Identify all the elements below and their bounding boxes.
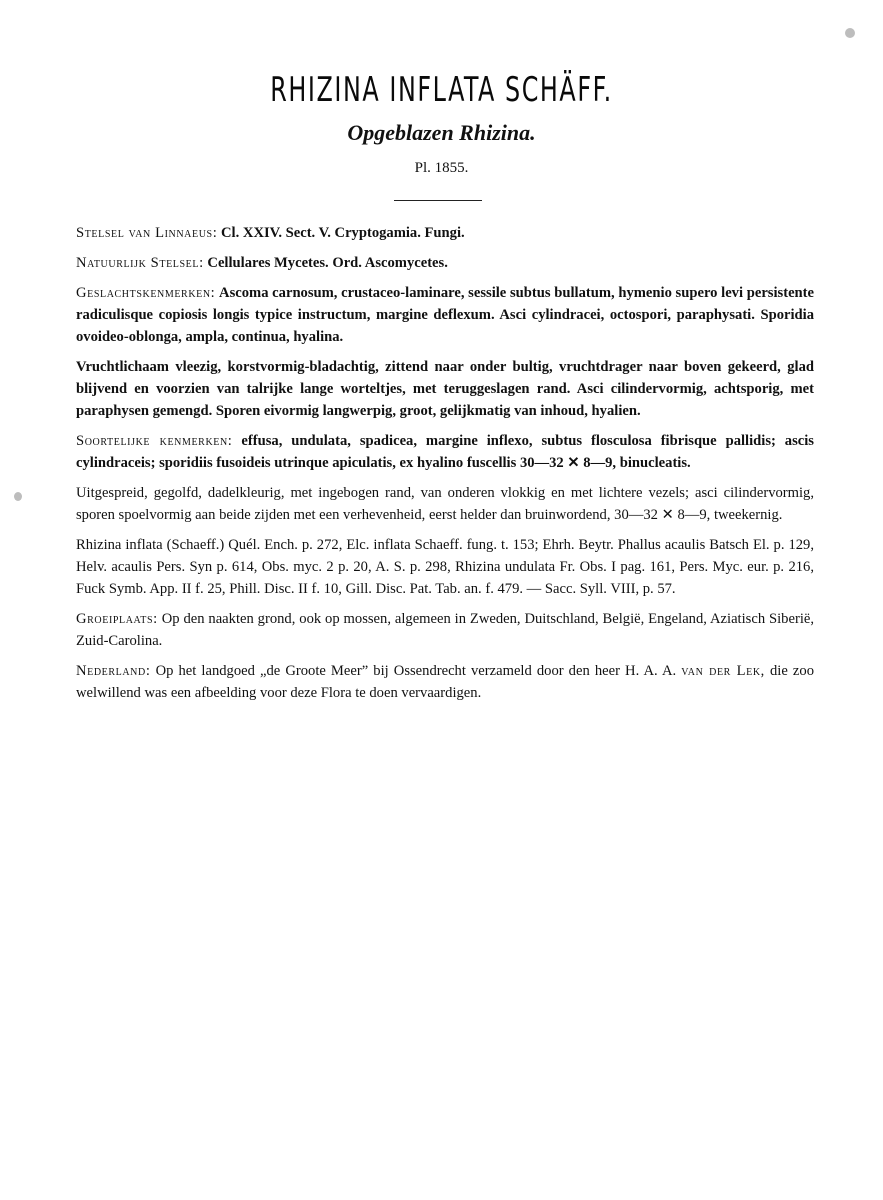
section-text: Ascoma carnosum, crustaceo-laminare, sessile subtus bullatum, hymenio supero levi persistente radiculisque copiosis longis typice instructum, margine deflexum. Asci cylindracei, octospori, paraphysati. Sporidia ovoideo-oblonga, ampla, continua, hyalina.: [76, 285, 815, 345]
section-label: Groeiplaats:: [76, 611, 158, 627]
section-text: effusa, undulata, spadicea, margine inflexo, subtus flosculosa fibrisque pallidis; ascis cylindraceis; sporidiis fusoideis utrinque apiculatis, ex hyalino fuscellis 30—32 ✕ 8—9, binucleatis.: [76, 433, 814, 471]
section-text: Op het landgoed „de Groote Meer” bij Ossendrecht verzameld door den heer H. A. A.: [155, 663, 677, 679]
section-text: Cellulares Mycetes. Ord. Ascomycetes.: [207, 255, 448, 271]
scan-speck: [845, 28, 855, 38]
genus-dutch-paragraph: Vruchtlichaam vleezig, korstvormig-bladachtig, zittend naar onder bultig, vruchtdrager naar boven gekeerd, glad blijvend en voorzien van talrijke lange worteltjes, met teruggeslagen rand. Asci cilindervormig, achtsporig, met paraphysen gemengd. Sporen eivormig langwerpig, groot, gelijkmatig van inhoud, hyalien.: [76, 359, 814, 419]
linnaeus-system-paragraph: [76, 222, 814, 244]
section-label: Stelsel van Linnaeus:: [76, 225, 218, 241]
section-label: Geslachtskenmerken:: [76, 285, 216, 301]
genus-characteristics-paragraph: [76, 282, 814, 348]
species-dutch-paragraph: Uitgespreid, gegolfd, dadelkleurig, met ingebogen rand, van onderen vlokkig en met lichtere vezels; asci cilindervormig, sporen spoelvormig aan beide zijden met een verhevenheid, eerst helder dan bruinwordend, 30—32 ✕ 8—9, tweekernig.: [76, 485, 814, 523]
synonymy-paragraph: Rhizina inflata (Schaeff.) Quél. Ench. p. 272, Elc. inflata Schaeff. fung. t. 153; Ehrh. Beytr. Phallus acaulis Batsch El. p. 129, Helv. acaulis Pers. Syn p. 614, Obs. myc. 2 p. 20, A. S. p. 298, Rhizina undulata Fr. Obs. I pag. 161, Pers. Myc. eur. p. 216, Fuck Symb. App. II f. 25, Phill. Disc. II f. 10, Gill. Disc. Pat. Tab. an. f. 479. — Sacc. Syll. VIII, p. 57.: [76, 537, 814, 597]
natural-system-paragraph: [76, 252, 814, 274]
divider-rule: [394, 200, 482, 201]
collector-name: van der Lek,: [681, 663, 765, 679]
page-title: RHIZINA INFLATA SCHÄFF.: [270, 70, 613, 110]
dutch-name-subtitle: Opgeblazen Rhizina.: [347, 120, 536, 145]
section-label: Natuurlijk Stelsel:: [76, 255, 204, 271]
plate-number: Pl. 1855.: [414, 160, 469, 176]
section-text-end: die zoo welwillend was een afbeelding voor deze Flora te doen vervaardigen.: [76, 663, 814, 701]
section-text: Cl. XXIV. Sect. V. Cryptogamia. Fungi.: [221, 225, 465, 241]
species-characteristics-paragraph: [76, 430, 814, 474]
section-label: Nederland:: [76, 663, 151, 679]
scan-speck: [14, 492, 22, 501]
netherlands-paragraph: [76, 660, 814, 704]
section-text: Op den naakten grond, ook op mossen, algemeen in Zweden, Duitschland, België, Engeland, Aziatisch Siberië, Zuid-Carolina.: [76, 611, 814, 649]
section-label: Soortelijke kenmerken:: [76, 433, 233, 449]
description-body: [76, 222, 814, 712]
habitat-paragraph: [76, 608, 814, 652]
